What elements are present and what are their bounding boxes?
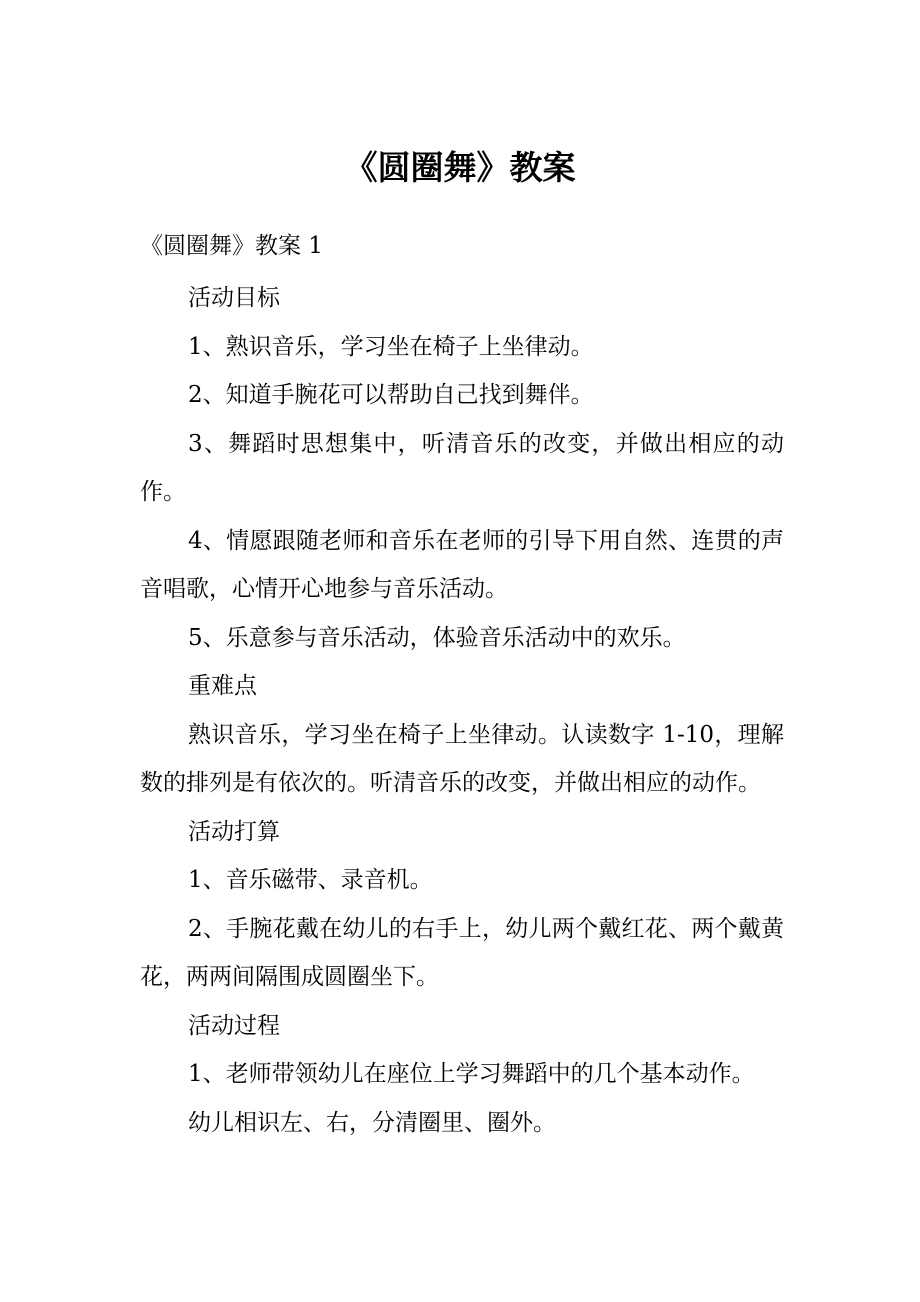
section-heading: 《圆圈舞》教案 1 [140,233,323,259]
goal-item-3: 3、舞蹈时思想集中，听清音乐的改变，并做出相应的动作。 [140,430,784,505]
heading-activity-goals: 活动目标 [188,285,280,311]
document-body [140,274,784,1147]
key-difficulties-text: 熟识音乐，学习坐在椅子上坐律动。认读数字 1-10，理解数的排列是有依次的。听清音乐的改变，并做出相应的动作。 [140,721,784,796]
heading-activity-preparation: 活动打算 [188,818,280,845]
preparation-item-1: 1、音乐磁带、录音机。 [188,867,433,893]
goal-item-4: 4、情愿跟随老师和音乐在老师的引导下用自然、连贯的声音唱歌，心情开心地参与音乐活动。 [140,527,784,602]
goal-item-5: 5、乐意参与音乐活动，体验音乐活动中的欢乐。 [188,624,686,651]
document-title: 《圆圈舞》教案 [344,148,576,187]
preparation-item-2: 2、手腕花戴在幼儿的右手上，幼儿两个戴红花、两个戴黄花，两两间隔围成圆圈坐下。 [140,915,784,990]
goal-item-1: 1、熟识音乐，学习坐在椅子上坐律动。 [188,333,594,360]
goal-item-2: 2、知道手腕花可以帮助自己找到舞伴。 [188,382,594,408]
heading-activity-process: 活动过程 [188,1012,280,1039]
heading-key-difficulties: 重难点 [188,673,257,699]
process-item-1-detail: 幼儿相识左、右，分清圈里、圈外。 [188,1109,556,1136]
process-item-1: 1、老师带领幼儿在座位上学习舞蹈中的几个基本动作。 [188,1061,755,1087]
